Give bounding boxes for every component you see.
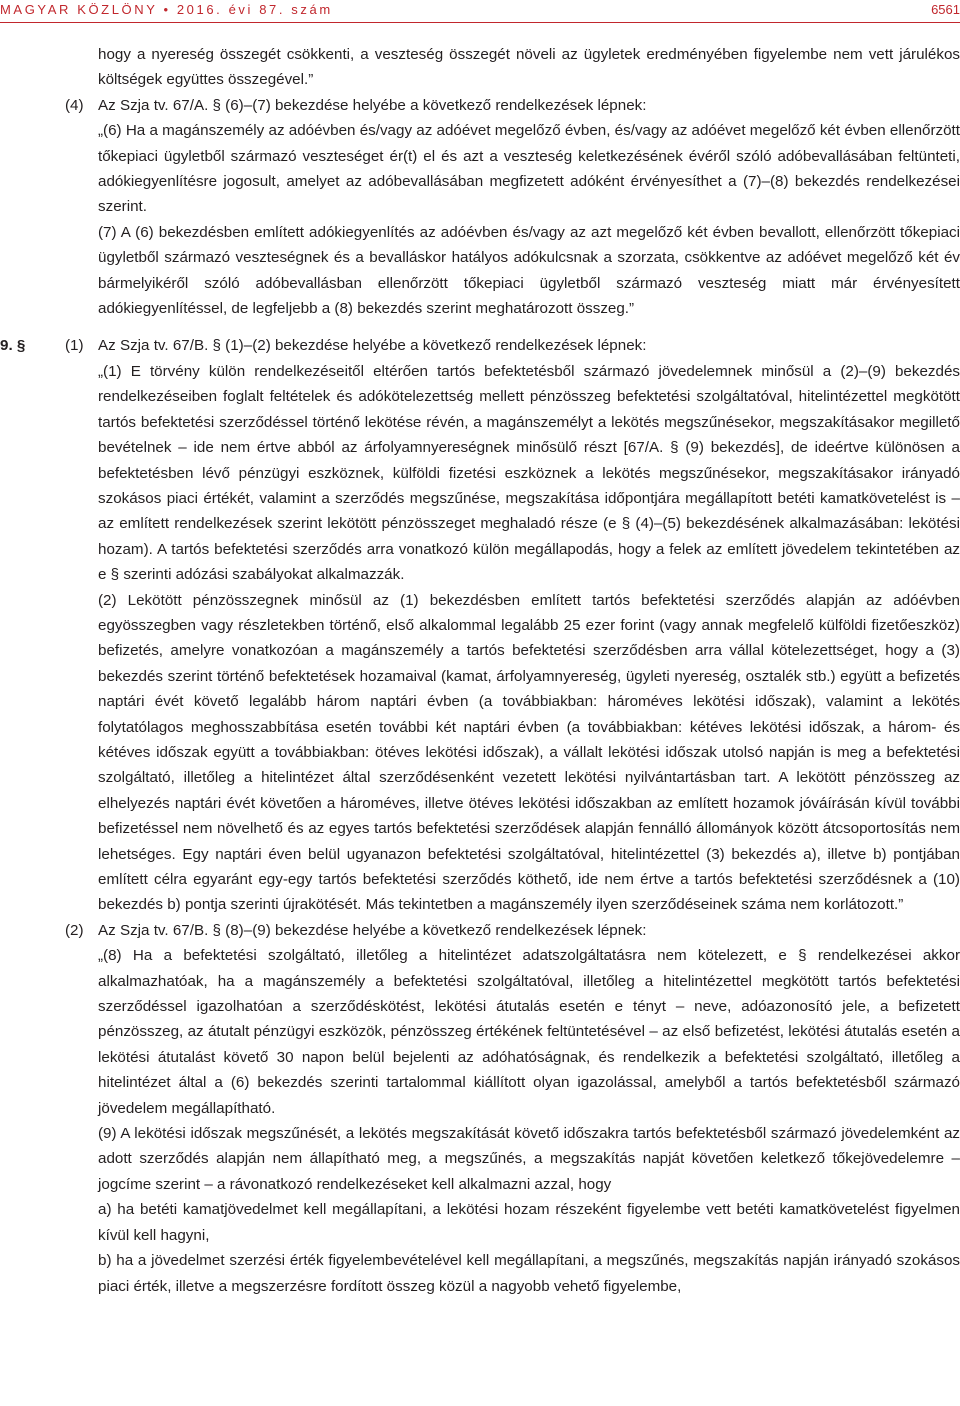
amendment-intro: Az Szja tv. 67/A. § (6)–(7) bekezdése helyébe a következő rendelkezések lépnek: bbox=[98, 96, 647, 114]
amended-paragraph-1: „(1) E törvény külön rendelkezéseitől eltérően tartós befektetésből származó jövedelemnek minősül a (2)–(9) bekezdés rendelkezéseiben foglalt feltételek és adókötelezettség mellett pénzösszeg befektetési szolgáltatóval, hitelintézettel megkötött tartós befektetési szerződéssel történő lekötése révén, a magánszemélyt a lekötés megszűnésekor, megszakításakor megillető bevételnek – ide nem értve abból az árfolyamnyereségnek minősülő részt [67/A. § (9) bekezdés], de ideértve különösen a befektetésben lévő pénzügyi eszköznek, külföldi fizetési eszköznek a lekötés megszűnésekor, megszakításakor irányadó szokásos piaci értékét, valamint a szerződés megszűnése, megszakítása időpontjára megállapított betéti kamatkövetelést is – az említett rendelkezések szerint lekötött pénzösszeget meghaladó része (e § (4)–(5) bekezdésének alkalmazásában: lekötési hozam). A tartós befektetési szerződés arra vonatkozó külön megállapodás, hogy a felek az említett jövedelem tekintetében az e § szerinti adózási szabályokat alkalmazzák. bbox=[98, 362, 960, 584]
section-9 bbox=[0, 333, 960, 358]
section-label: 9. § bbox=[0, 337, 26, 355]
amendment-intro: Az Szja tv. 67/B. § (8)–(9) bekezdése helyébe a következő rendelkezések lépnek: bbox=[98, 921, 647, 939]
amendment-intro: Az Szja tv. 67/B. § (1)–(2) bekezdése helyébe a következő rendelkezések lépnek: bbox=[98, 337, 647, 355]
amended-paragraph-9: (9) A lekötési időszak megszűnését, a lekötés megszakítását követő időszakra tartós befektetésből származó jövedelemként az adott szerződés alapján nem állapítható meg, a megszűnés, a megszakítás napját követően keletkező tőkejövedelemre – jogcíme szerint – a rávonatkozó rendelkezéseket kell alkalmazni azzal, hogy bbox=[98, 1125, 960, 1193]
paragraph-continuation: hogy a nyereség összegét csökkenti, a veszteség összegét növeli az ügyletek eredményében figyelembe nem vett járulékos költségek együttes összegével.” bbox=[98, 46, 960, 89]
subsection-4 bbox=[0, 93, 960, 118]
subsection-2 bbox=[0, 918, 960, 943]
page-header bbox=[0, 0, 960, 24]
amended-paragraph-7: (7) A (6) bekezdésben említett adókiegyenlítés az adóévben és/vagy az azt megelőző két évben bevallott, ellenőrzött tőkepiaci ügyletből származó veszteségnek és a bevalláskor hatályos adókulcsnak a szorzata, csökkentve az adóévet megelőző két év bármelyikéről szóló adóbevallásban ellenőrzött tőkepiaci ügyletből származó veszteség miatt már érvényesített adókiegyenlítéssel, de legfeljebb a (8) bekezdés szerint meghatározott összeg.” bbox=[98, 223, 960, 318]
header-rule bbox=[0, 22, 960, 23]
point-b: b) ha a jövedelmet szerzési érték figyelembevételével kell megállapítani, a megszűnés, megszakítás napján irányadó szokásos piaci érték, illetve a megszerzésre fordított összeg közül a nagyobb vehető figyelembe, bbox=[98, 1252, 960, 1295]
subsection-number: (1) bbox=[65, 337, 84, 355]
page-number: 6561 bbox=[931, 2, 960, 17]
point-a: a) ha betéti kamatjövedelmet kell megállapítani, a lekötési hozam részeként figyelembe vett betéti kamatkövetelést figyelmen kívül kell hagyni, bbox=[98, 1201, 960, 1244]
page-body bbox=[0, 42, 960, 1299]
subsection-number: (4) bbox=[65, 96, 84, 114]
journal-title: MAGYAR KÖZLÖNY • 2016. évi 87. szám bbox=[0, 2, 333, 17]
amended-paragraph-8: „(8) Ha a befektetési szolgáltató, illetőleg a hitelintézet adatszolgáltatásra nem kötelezett, e § rendelkezései akkor alkalmazhatóak, ha a magánszemély a befektetési szolgáltatóval, illetőleg a hitelintézettel megkötött tartós befektetési szerződéssel igazolhatóan a szerződéskötést, lekötési átutalás esetén e tényt – neve, adóazonosító jele, a befizetett pénzösszeg, az átutalt pénzügyi eszközök, pénzösszeg értékének feltüntetésével – az első befizetést, lekötési átutalás esetén a lekötési átutalást követő 30 napon belül bejelenti az adóhatóságnak, és rendelkezik a befektetési szolgáltató, illetőleg a hitelintézet által a (6) bekezdés szerinti tartalommal kiállított olyan igazolással, amelyből a tartós befektetésből származó jövedelem megállapítható. bbox=[98, 947, 960, 1117]
subsection-number: (2) bbox=[65, 921, 84, 939]
amended-paragraph-2: (2) Lekötött pénzösszegnek minősül az (1) bekezdésben említett tartós befektetési szerződés alapján az adóévben egyösszegben vagy részletekben történő, első alkalommal legalább 25 ezer forint (vagy annak megfelelő külföldi fizetőeszköz) befizetés, amelyre vonatkozóan a magánszemély a tartós befektetési szerződésben arra vállal kötelezettséget, hogy a (3) bekezdés szerint történő befektetések hozamaival (kamat, árfolyamnyereség, ügyleti nyereség, osztalék stb.) együtt a befizetés naptári évét követő legalább három naptári évben (a továbbiakban: hároméves lekötési időszak), valamint a lekötés folytatólagos meghosszabbítása esetén további két naptári évben (a továbbiakban: kétéves lekötési időszak, a három- és kétéves időszak együtt a továbbiakban: ötéves lekötési időszak), a vállalt lekötési időszak utolsó napján is meg a befektetési szolgáltató, illetőleg a hitelintézet által szerződésenként vezetett lekötési nyilvántartásban tart. A lekötött pénzösszeg az elhelyezés naptári évét követően a hároméves, illetve ötéves lekötési időszakban az említett hozamok jóváírásán kívül további befizetéssel nem növelhető és az egyes tartós befektetési szerződések alapján fennálló állományok között átcsoportosítás nem lehetséges. Egy naptári éven belül ugyanazon befektetési szolgáltatóval, hitelintézettel (3) bekezdés a), illetve b) pontjában említett célra egyaránt egy-egy tartós befektetési szerződés köthető, ide nem értve a tartós befektetési szerződésnek a (10) bekezdés b) pontja szerinti újrakötését. Más tekintetben a magánszemély ilyen szerződéseinek száma nem korlátozott.” bbox=[98, 591, 960, 914]
amended-paragraph-6: „(6) Ha a magánszemély az adóévben és/vagy az adóévet megelőző évben, és/vagy az adóévet megelőző két évben ellenőrzött tőkepiaci ügyletből származó veszteséget ér(t) el és azt a veszteség keletkezésének évéről szóló adóbevallásában feltünteti, adókiegyenlítésre jogosult, amelyet az adóbevallásában megfizetett adóként érvényesíthet a (7)–(8) bekezdés rendelkezései szerint. bbox=[98, 122, 960, 216]
